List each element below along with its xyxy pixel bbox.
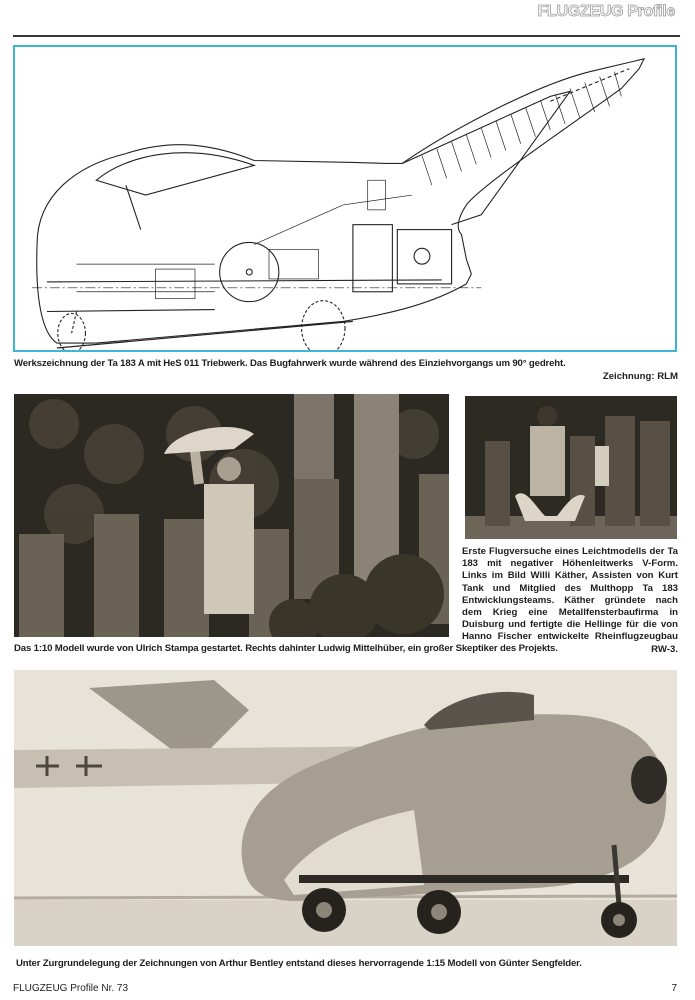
group-photo-caption: Das 1:10 Modell wurde von Ulrich Stampa gestartet. Rechts dahinter Ludwig Mittelhüber, ein großer Skeptiker des Projekts. (14, 643, 558, 654)
technical-drawing-figure (13, 45, 677, 352)
footer-publication: FLUGZEUG Profile Nr. 73 (13, 983, 129, 994)
scale-model-photo (14, 670, 677, 946)
scale-model-photo-image (14, 670, 677, 946)
glider-photo-caption: Erste Flugversuche eines Leichtmodells der Ta 183 mit negativer Höhenleitwerks V-Form. Links im Bild Willi Käther, Assisten von Kurt Tank und Mitglied des Multhopp Ta 183 Entwicklungsteams. Käther gründete nach dem Krieg eine Metallfensterbaufirma in Duisburg und fertigte die Hellinge für die von Hanno Fischer entwickelte Rheinflugzeugbau RW-3. (462, 546, 678, 655)
glider-model-photo-image (465, 396, 677, 539)
aircraft-cutaway-drawing (15, 47, 675, 350)
running-header-title: FLUGZEUG Profile (537, 3, 675, 20)
page-number: 7 (671, 983, 677, 994)
header-divider (13, 35, 680, 37)
group-photo-image (14, 394, 449, 637)
drawing-caption: Werkszeichnung der Ta 183 A mit HeS 011 Triebwerk. Das Bugfahrwerk wurde während des Einziehvorgangs um 90° gedreht. (14, 358, 566, 369)
drawing-credit: Zeichnung: RLM (602, 371, 678, 382)
glider-model-photo (465, 396, 677, 539)
group-photo (14, 394, 449, 637)
model-photo-caption: Unter Zurgrundelegung der Zeichnungen von Arthur Bentley entstand dieses hervorragende 1:15 Modell von Günter Sengfelder. (16, 958, 582, 969)
